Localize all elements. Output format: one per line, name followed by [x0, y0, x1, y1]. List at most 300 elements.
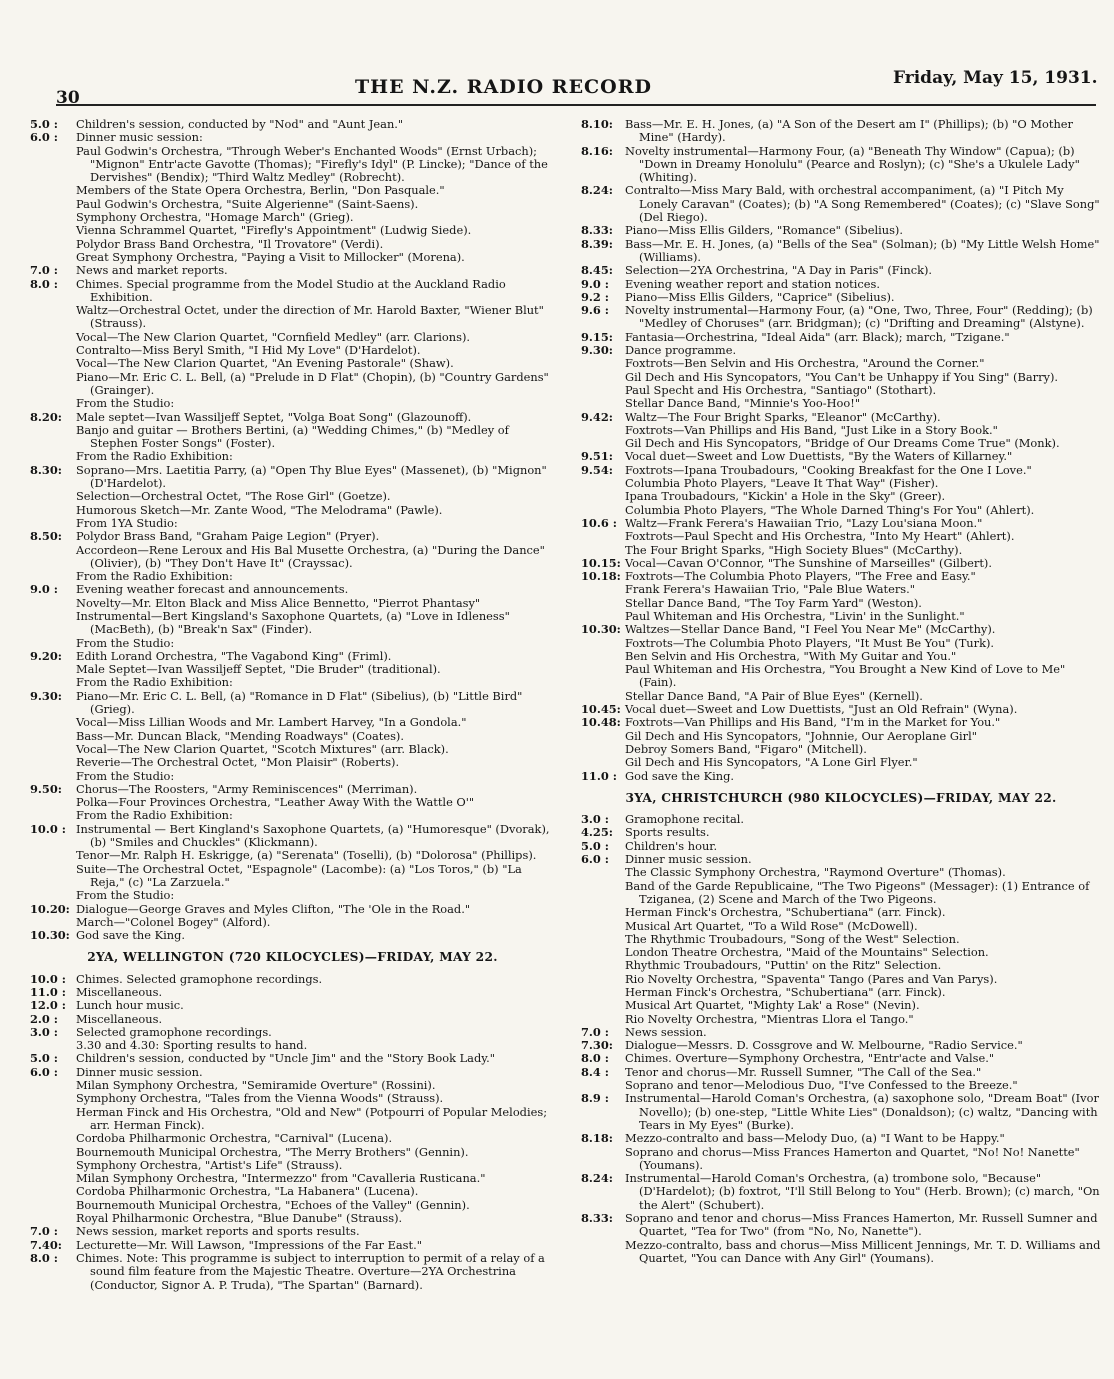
- wellington-program: [30, 973, 555, 1292]
- entry-time: [30, 663, 76, 676]
- program-entry: [30, 304, 555, 331]
- entry-text: Foxtrots—The Columbia Photo Players, "It Must Be You" (Turk).: [625, 635, 995, 650]
- entry-time: 8.16:: [581, 143, 613, 158]
- entry-time: 9.15:: [581, 329, 613, 344]
- entry-time: [30, 198, 76, 211]
- program-entry: [581, 238, 1101, 265]
- entry-time: [30, 1185, 76, 1198]
- program-entry: [581, 920, 1101, 933]
- entry-text: Male septet—Ivan Wassiljeff Septet, "Volga Boat Song" (Glazounoff).: [76, 409, 472, 424]
- program-entry: [30, 1106, 555, 1133]
- entry-text: Mezzo-contralto, bass and chorus—Miss Millicent Jennings, Mr. T. D. Williams and Quartet, "You can Dance with Any Girl" (Youmans).: [625, 1237, 1101, 1265]
- program-entry: [581, 637, 1101, 650]
- entry-text: Soprano and chorus—Miss Frances Hamerton and Quartet, "No! No! Nanette" (Youmans).: [625, 1144, 1080, 1172]
- program-entry: [581, 1172, 1101, 1212]
- entry-time: [30, 450, 76, 463]
- entry-text: Gramophone recital.: [625, 812, 745, 827]
- entry-text: Contralto—Miss Mary Bald, with orchestral accompaniment, (a) "I Pitch My Lonely Caravan" (Coates); (b) "A Song Remembered" (Coates); (c) "Slave Song" (Del Riego).: [625, 183, 1100, 225]
- entry-text: Male Septet—Ivan Wassiljeff Septet, "Die Bruder" (traditional).: [76, 662, 441, 677]
- entry-time: [30, 1079, 76, 1092]
- entry-time: [30, 184, 76, 197]
- program-entry: [581, 450, 1101, 463]
- program-entry: [30, 251, 555, 264]
- entry-time: 8.9 :: [581, 1091, 609, 1106]
- program-entry: [30, 597, 555, 610]
- program-entry: [581, 278, 1101, 291]
- program-entry: [581, 1212, 1101, 1239]
- entry-time: [30, 504, 76, 517]
- program-entry: [581, 743, 1101, 756]
- program-entry: [581, 145, 1101, 185]
- program-entry: [581, 756, 1101, 769]
- wellington-program-continued: [581, 118, 1101, 783]
- entry-time: 8.33:: [581, 223, 613, 238]
- entry-time: [30, 544, 76, 571]
- entry-time: [30, 238, 76, 251]
- program-entry: [581, 464, 1101, 477]
- program-entry: [581, 118, 1101, 145]
- entry-time: [581, 424, 625, 437]
- program-entry: [581, 344, 1101, 357]
- entry-text: Rhythmic Troubadours, "Puttin' on the Ritz" Selection.: [625, 958, 942, 973]
- entry-time: [581, 959, 625, 972]
- entry-time: 7.0 :: [30, 1224, 58, 1239]
- entry-time: 8.24:: [581, 183, 613, 198]
- entry-text: London Theatre Orchestra, "Maid of the Mountains" Selection.: [625, 945, 989, 960]
- entry-text: Symphony Orchestra, "Homage March" (Grieg).: [76, 210, 354, 225]
- entry-time: 4.25:: [581, 825, 613, 840]
- program-entry: [30, 1092, 555, 1105]
- entry-text: Bournemouth Municipal Orchestra, "The Merry Brothers" (Gennin).: [76, 1144, 469, 1159]
- masthead-title: THE N.Z. RADIO RECORD: [355, 76, 652, 98]
- entry-text: Soprano and tenor—Melodious Duo, "I've Confessed to the Breeze.": [625, 1078, 1018, 1093]
- entry-text: Suite—The Orchestral Octet, "Espagnole" (Lacombe): (a) "Los Toros," (b) "La Reja," (c) "La Zarzuela.": [76, 861, 522, 889]
- page-number: 30: [56, 88, 80, 108]
- program-entry: [30, 1146, 555, 1159]
- entry-text: From the Radio Exhibition:: [76, 675, 233, 690]
- entry-text: Chorus—The Roosters, "Army Reminiscences" (Merriman).: [76, 781, 418, 796]
- entry-text: Vocal duet—Sweet and Low Duettists, "By the Waters of Killarney.": [625, 449, 1013, 464]
- entry-text: Dance programme.: [625, 343, 737, 358]
- entry-text: Tenor—Mr. Ralph H. Eskrigge, (a) "Serenata" (Toselli), (b) "Dolorosa" (Phillips).: [76, 848, 537, 863]
- entry-text: Evening weather forecast and announcements.: [76, 582, 349, 597]
- program-entry: [581, 570, 1101, 583]
- entry-time: [30, 1039, 76, 1052]
- program-entry: [30, 637, 555, 650]
- entry-text: March—"Colonel Bogey" (Alford).: [76, 914, 271, 929]
- program-entry: [30, 849, 555, 862]
- entry-text: Selection—Orchestral Octet, "The Rose Girl" (Goetze).: [76, 489, 391, 504]
- program-entry: [581, 291, 1101, 304]
- entry-time: 11.0 :: [581, 768, 617, 783]
- entry-text: Paul Godwin's Orchestra, "Through Weber's Enchanted Woods" (Ernst Urbach); "Mignon" Entr'acte Gavotte (Thomas); "Firefly's Idyl" (P. Lincke); "Dance of the Dervishes" (Bendix); "Third Waltz Medley" (Robrecht).: [76, 143, 548, 185]
- entry-time: [581, 650, 625, 663]
- program-entry: [581, 933, 1101, 946]
- program-entry: [30, 211, 555, 224]
- entry-text: Dinner music session.: [76, 1064, 203, 1079]
- entry-text: Gil Dech and His Syncopators, "Johnnie, Our Aeroplane Girl": [625, 728, 977, 743]
- program-entry: [581, 1013, 1101, 1026]
- entry-text: Royal Philharmonic Orchestra, "Blue Danube" (Strauss).: [76, 1211, 403, 1226]
- program-entry: [30, 1039, 555, 1052]
- entry-text: Musical Art Quartet, "Mighty Lak' a Rose" (Nevin).: [625, 998, 920, 1013]
- program-entry: [30, 1172, 555, 1185]
- entry-time: [30, 676, 76, 689]
- entry-time: [30, 809, 76, 822]
- program-entry: [30, 796, 555, 809]
- program-entry: [30, 1252, 555, 1292]
- entry-time: 8.39:: [581, 236, 613, 251]
- entry-time: 12.0 :: [30, 998, 66, 1013]
- entry-time: [581, 477, 625, 490]
- entry-text: Bournemouth Municipal Orchestra, "Echoes of the Valley" (Gennin).: [76, 1197, 470, 1212]
- program-entry: [30, 583, 555, 596]
- entry-text: Milan Symphony Orchestra, "Intermezzo" from "Cavalleria Rusticana.": [76, 1171, 486, 1186]
- program-entry: [30, 424, 555, 451]
- entry-time: [30, 743, 76, 756]
- program-entry: [30, 224, 555, 237]
- entry-time: 10.20:: [30, 901, 70, 916]
- program-entry: [30, 397, 555, 410]
- entry-text: From the Radio Exhibition:: [76, 449, 233, 464]
- entry-time: 9.54:: [581, 462, 613, 477]
- entry-text: Stellar Dance Band, "Minnie's Yoo-Hoo!": [625, 396, 861, 411]
- program-entry: [30, 544, 555, 571]
- entry-text: Banjo and guitar — Brothers Bertini, (a) "Wedding Chimes," (b) "Medley of Stephen Foster Songs" (Foster).: [76, 422, 509, 451]
- entry-text: Miscellaneous.: [76, 1011, 163, 1026]
- entry-text: Novelty—Mr. Elton Black and Miss Alice Bennetto, "Pierrot Phantasy": [76, 595, 481, 610]
- program-entry: [581, 1066, 1101, 1079]
- christchurch-heading: 3YA, CHRISTCHURCH (980 KILOCYCLES)—FRIDAY, MAY 22.: [625, 790, 1057, 805]
- program-entry: [30, 1026, 555, 1039]
- program-entry: [581, 357, 1101, 370]
- program-entry: [581, 517, 1101, 530]
- program-entry: [30, 198, 555, 211]
- entry-time: [581, 637, 625, 650]
- program-entry: [30, 1079, 555, 1092]
- entry-time: [581, 920, 625, 933]
- entry-time: [30, 796, 76, 809]
- entry-text: Mezzo-contralto and bass—Melody Duo, (a) "I Want to be Happy.": [625, 1131, 1005, 1146]
- entry-text: From 1YA Studio:: [76, 515, 178, 530]
- program-entry: [30, 464, 555, 491]
- entry-time: 9.30:: [581, 343, 613, 358]
- entry-time: [30, 597, 76, 610]
- entry-text: Foxtrots—Ben Selvin and His Orchestra, "Around the Corner.": [625, 356, 985, 371]
- program-entry: [30, 570, 555, 583]
- program-entry: [30, 986, 555, 999]
- program-entry: [30, 610, 555, 637]
- program-entry: [581, 999, 1101, 1012]
- entry-time: 5.0 :: [30, 117, 58, 131]
- entry-time: 6.0 :: [30, 130, 58, 145]
- entry-text: Dinner music session.: [625, 852, 752, 867]
- entry-text: Piano—Mr. Eric C. L. Bell, (a) "Prelude in D Flat" (Chopin), (b) "Country Gardens" (Grainger).: [76, 369, 549, 397]
- entry-text: Cordoba Philharmonic Orchestra, "Carnival" (Lucena).: [76, 1131, 393, 1146]
- program-entry: [581, 504, 1101, 517]
- entry-time: [30, 863, 76, 890]
- entry-text: Instrumental—Harold Coman's Orchestra, (a) saxophone solo, "Dream Boat" (Ivor Novello); (b) one-step, "Little White Lies" (Donaldson); (c) waltz, "Dancing with Tears in My Eyes" (Burke).: [625, 1091, 1099, 1132]
- entry-time: 8.10:: [581, 117, 613, 131]
- entry-time: 3.0 :: [30, 1024, 58, 1039]
- program-entry: [30, 1013, 555, 1026]
- entry-text: Columbia Photo Players, "Leave It That Way" (Fisher).: [625, 476, 939, 491]
- entry-time: [30, 1092, 76, 1105]
- program-entry: [30, 530, 555, 543]
- program-entry: [30, 650, 555, 663]
- entry-text: Chimes. Special programme from the Model Studio at the Auckland Radio Exhibition.: [76, 276, 506, 304]
- entry-time: [581, 730, 625, 743]
- header-rule: [56, 104, 1096, 106]
- entry-time: [30, 637, 76, 650]
- program-entry: [581, 371, 1101, 384]
- entry-text: Chimes. Selected gramophone recordings.: [76, 971, 323, 986]
- program-entry: [30, 371, 555, 398]
- entry-text: Soprano—Mrs. Laetitia Parry, (a) "Open Thy Blue Eyes" (Massenet), (b) "Mignon" (D'Hardelot).: [76, 462, 547, 491]
- entry-text: From the Studio:: [76, 635, 175, 650]
- program-entry: [581, 650, 1101, 663]
- entry-time: 7.0 :: [581, 1024, 609, 1039]
- program-entry: [581, 663, 1101, 690]
- entry-time: 8.50:: [30, 529, 62, 544]
- program-entry: [581, 437, 1101, 450]
- entry-text: Foxtrots—Van Phillips and His Band, "Just Like in a Story Book.": [625, 422, 998, 437]
- entry-time: [581, 583, 625, 596]
- program-entry: [581, 411, 1101, 424]
- entry-time: [581, 1013, 625, 1026]
- program-entry: [581, 716, 1101, 729]
- entry-time: 10.15:: [581, 555, 621, 570]
- program-entry: [30, 238, 555, 251]
- entry-time: [581, 504, 625, 517]
- program-entry: [30, 916, 555, 929]
- entry-text: Vocal—The New Clarion Quartet, "An Evening Pastorale" (Shaw).: [76, 356, 454, 371]
- entry-time: 9.51:: [581, 449, 613, 464]
- entry-time: 6.0 :: [581, 852, 609, 867]
- entry-time: [581, 880, 625, 907]
- entry-text: From the Studio:: [76, 396, 175, 411]
- entry-text: Novelty instrumental—Harmony Four, (a) "One, Two, Three, Four" (Redding); (b) "Medley of Choruses" (arr. Bridgman); (c) "Drifting and Dreaming" (Alstyne).: [625, 303, 1093, 331]
- program-entry: [30, 1225, 555, 1238]
- program-entry: [581, 880, 1101, 907]
- entry-text: Miscellaneous.: [76, 985, 163, 999]
- entry-text: Musical Art Quartet, "To a Wild Rose" (McDowell).: [625, 918, 918, 933]
- entry-time: [30, 1212, 76, 1225]
- entry-time: [581, 933, 625, 946]
- entry-time: [30, 424, 76, 451]
- entry-time: [30, 756, 76, 769]
- entry-time: [30, 251, 76, 264]
- program-entry: [581, 866, 1101, 879]
- entry-text: Humorous Sketch—Mr. Zante Wood, "The Melodrama" (Pawle).: [76, 502, 443, 517]
- entry-text: Polka—Four Provinces Orchestra, "Leather Away With the Wattle O'": [76, 795, 475, 810]
- entry-text: Milan Symphony Orchestra, "Semiramide Overture" (Rossini).: [76, 1078, 436, 1093]
- entry-text: Instrumental—Harold Coman's Orchestra, (a) trombone solo, "Because" (D'Hardelot); (b) foxtrot, "I'll Still Belong to You" (Herb. Brown); (c) march, "On the Alert" (Schubert).: [625, 1171, 1100, 1212]
- entry-time: 11.0 :: [30, 985, 66, 999]
- entry-text: Symphony Orchestra, "Artist's Life" (Strauss).: [76, 1157, 343, 1172]
- program-entry: [30, 809, 555, 822]
- entry-time: [581, 357, 625, 370]
- program-entry: [30, 184, 555, 197]
- program-entry: [581, 477, 1101, 490]
- program-entry: [581, 813, 1101, 826]
- entry-text: Rio Novelty Orchestra, "Mientras Llora el Tango.": [625, 1011, 914, 1026]
- entry-time: 10.30:: [581, 622, 621, 637]
- entry-time: 10.45:: [581, 702, 621, 717]
- program-entry: [581, 1132, 1101, 1145]
- entry-text: Reverie—The Orchestral Octet, "Mon Plaisir" (Roberts).: [76, 755, 400, 770]
- entry-time: [581, 973, 625, 986]
- entry-time: [30, 397, 76, 410]
- entry-text: Waltz—Orchestral Octet, under the direction of Mr. Harold Baxter, "Wiener Blut" (Strauss).: [76, 303, 544, 331]
- entry-text: Instrumental — Bert Kingland's Saxophone Quartets, (a) "Humoresque" (Dvorak), (b) "Smiles and Chuckles" (Klickmann).: [76, 821, 550, 850]
- program-entry: [30, 504, 555, 517]
- entry-text: Dialogue—George Graves and Myles Clifton, "The 'Ole in the Road.": [76, 901, 471, 916]
- entry-text: Columbia Photo Players, "The Whole Darned Thing's For You" (Ahlert).: [625, 502, 1035, 517]
- entry-text: Dinner music session:: [76, 130, 203, 145]
- entry-text: Piano—Miss Ellis Gilders, "Romance" (Sibelius).: [625, 223, 903, 238]
- entry-time: 8.0 :: [30, 1250, 58, 1265]
- entry-text: Tenor and chorus—Mr. Russell Sumner, "The Call of the Sea.": [625, 1064, 982, 1079]
- program-entry: [581, 1239, 1101, 1266]
- entry-time: [30, 331, 76, 344]
- entry-text: Piano—Mr. Eric C. L. Bell, (a) "Romance in D Flat" (Sibelius), (b) "Little Bird" (Grieg).: [76, 688, 523, 717]
- entry-time: [30, 490, 76, 503]
- program-entry: [30, 118, 555, 131]
- entry-time: 10.6 :: [581, 515, 617, 530]
- entry-text: Vocal—Miss Lillian Woods and Mr. Lambert Harvey, "In a Gondola.": [76, 715, 467, 730]
- program-entry: [30, 145, 555, 185]
- entry-time: [30, 357, 76, 370]
- auckland-program: [30, 118, 555, 942]
- entry-text: Bass—Mr. Duncan Black, "Mending Roadways" (Coates).: [76, 728, 404, 743]
- entry-time: 9.2 :: [581, 289, 609, 304]
- entry-time: 8.18:: [581, 1131, 613, 1146]
- program-entry: [581, 986, 1101, 999]
- program-entry: [581, 946, 1101, 959]
- entry-text: The Four Bright Sparks, "High Society Blues" (McCarthy).: [625, 542, 963, 557]
- program-entry: [30, 929, 555, 942]
- wellington-heading: 2YA, WELLINGTON (720 KILOCYCLES)—FRIDAY, MAY 22.: [87, 950, 498, 965]
- entry-text: Selected gramophone recordings.: [76, 1024, 272, 1039]
- program-entry: [581, 544, 1101, 557]
- program-entry: [30, 1066, 555, 1079]
- entry-text: Children's hour.: [625, 838, 718, 853]
- entry-time: 10.30:: [30, 928, 70, 943]
- entry-text: Polydor Brass Band Orchestra, "Il Trovatore" (Verdi).: [76, 236, 384, 251]
- entry-text: Band of the Garde Republicaine, "The Two Pigeons" (Messager): (1) Entrance of Tziganea, (2) Scene and March of the Two Pigeons.: [625, 878, 1090, 906]
- program-entry: [581, 397, 1101, 410]
- entry-time: 3.0 :: [581, 812, 609, 827]
- program-entry: [30, 1199, 555, 1212]
- entry-text: Bass—Mr. E. H. Jones, (a) "Bells of the Sea" (Solman); (b) "My Little Welsh Home" (Williams).: [625, 236, 1100, 264]
- entry-text: Cordoba Philharmonic Orchestra, "La Habanera" (Lucena).: [76, 1184, 419, 1199]
- entry-time: 8.45:: [581, 263, 613, 278]
- entry-time: 6.0 :: [30, 1064, 58, 1079]
- entry-time: 9.50:: [30, 781, 62, 796]
- entry-time: 7.30:: [581, 1038, 613, 1053]
- entry-time: [581, 371, 625, 384]
- entry-time: [581, 946, 625, 959]
- entry-text: From the Radio Exhibition:: [76, 569, 233, 584]
- program-entry: [581, 730, 1101, 743]
- program-entry: [30, 889, 555, 902]
- entry-time: [581, 397, 625, 410]
- entry-time: [30, 570, 76, 583]
- entry-time: [30, 1172, 76, 1185]
- entry-time: 9.6 :: [581, 303, 609, 318]
- entry-text: From the Studio:: [76, 888, 175, 903]
- entry-text: Rio Novelty Orchestra, "Spaventa" Tango (Pares and Van Parys).: [625, 971, 998, 986]
- program-entry: [581, 424, 1101, 437]
- entry-time: [30, 1159, 76, 1172]
- program-entry: [581, 557, 1101, 570]
- entry-time: 9.0 :: [30, 582, 58, 597]
- entry-text: News and market reports.: [76, 263, 228, 278]
- entry-time: [30, 1199, 76, 1212]
- program-entry: [30, 756, 555, 769]
- program-entry: [30, 344, 555, 357]
- entry-time: [581, 690, 625, 703]
- entry-text: Polydor Brass Band, "Graham Paige Legion" (Pryer).: [76, 529, 380, 544]
- entry-time: [581, 663, 625, 690]
- entry-text: Evening weather report and station notices.: [625, 276, 880, 291]
- program-entry: [581, 906, 1101, 919]
- entry-text: Vocal duet—Sweet and Low Duettists, "Just an Old Refrain" (Wyna).: [625, 702, 1018, 717]
- program-entry: [581, 1092, 1101, 1132]
- program-entry: [30, 411, 555, 424]
- entry-time: 9.0 :: [581, 276, 609, 291]
- entry-text: The Rhythmic Troubadours, "Song of the West" Selection.: [625, 931, 960, 946]
- entry-time: [581, 490, 625, 503]
- program-entry: [30, 863, 555, 890]
- program-entry: [30, 676, 555, 689]
- page-header: [0, 0, 1114, 110]
- entry-time: 7.40:: [30, 1237, 62, 1252]
- program-entry: [581, 1026, 1101, 1039]
- entry-text: Chimes. Note: This programme is subject to interruption to permit of a relay of a sound film feature from the Majestic Theatre. Overture—2YA Orchestrina (Conductor, Signor A. P. Truda), "The Spartan" (Barnard).: [76, 1250, 545, 1292]
- program-entry: [30, 903, 555, 916]
- entry-text: Gil Dech and His Syncopators, "You Can't be Unhappy if You Sing" (Barry).: [625, 369, 1059, 384]
- entry-text: Debroy Somers Band, "Figaro" (Mitchell).: [625, 741, 867, 756]
- entry-text: God save the King.: [76, 928, 185, 943]
- program-entry: [30, 278, 555, 305]
- program-entry: [581, 1146, 1101, 1173]
- entry-text: Foxtrots—Van Phillips and His Band, "I'm in the Market for You.": [625, 715, 1001, 730]
- program-entry: [581, 853, 1101, 866]
- program-entry: [30, 1212, 555, 1225]
- entry-time: [30, 889, 76, 902]
- program-entry: [30, 823, 555, 850]
- entry-text: From the Radio Exhibition:: [76, 808, 233, 823]
- program-entry: [581, 331, 1101, 344]
- entry-text: Herman Finck's Orchestra, "Schubertiana" (arr. Finck).: [625, 905, 946, 920]
- entry-time: 8.24:: [581, 1171, 613, 1186]
- program-entry: [581, 530, 1101, 543]
- entry-text: Vienna Schrammel Quartet, "Firefly's Appointment" (Ludwig Siede).: [76, 223, 472, 238]
- entry-time: [30, 1132, 76, 1145]
- entry-text: Bass—Mr. E. H. Jones, (a) "A Son of the Desert am I" (Phillips); (b) "O Mother Mine" (Hardy).: [625, 117, 1073, 145]
- entry-time: [30, 770, 76, 783]
- entry-text: Soprano and tenor and chorus—Miss Frances Hamerton, Mr. Russell Sumner and Quartet, "Tea for Two" (from "No, No, Nanette").: [625, 1211, 1098, 1239]
- entry-time: [581, 1146, 625, 1173]
- entry-time: [581, 743, 625, 756]
- program-entry: [581, 1052, 1101, 1065]
- program-entry: [30, 1185, 555, 1198]
- entry-text: Instrumental—Bert Kingsland's Saxophone Quartets, (a) "Love in Idleness" (MacBeth), (b) "Break'n Sax" (Finder).: [76, 608, 510, 637]
- entry-text: Lunch hour music.: [76, 998, 184, 1013]
- entry-time: [30, 730, 76, 743]
